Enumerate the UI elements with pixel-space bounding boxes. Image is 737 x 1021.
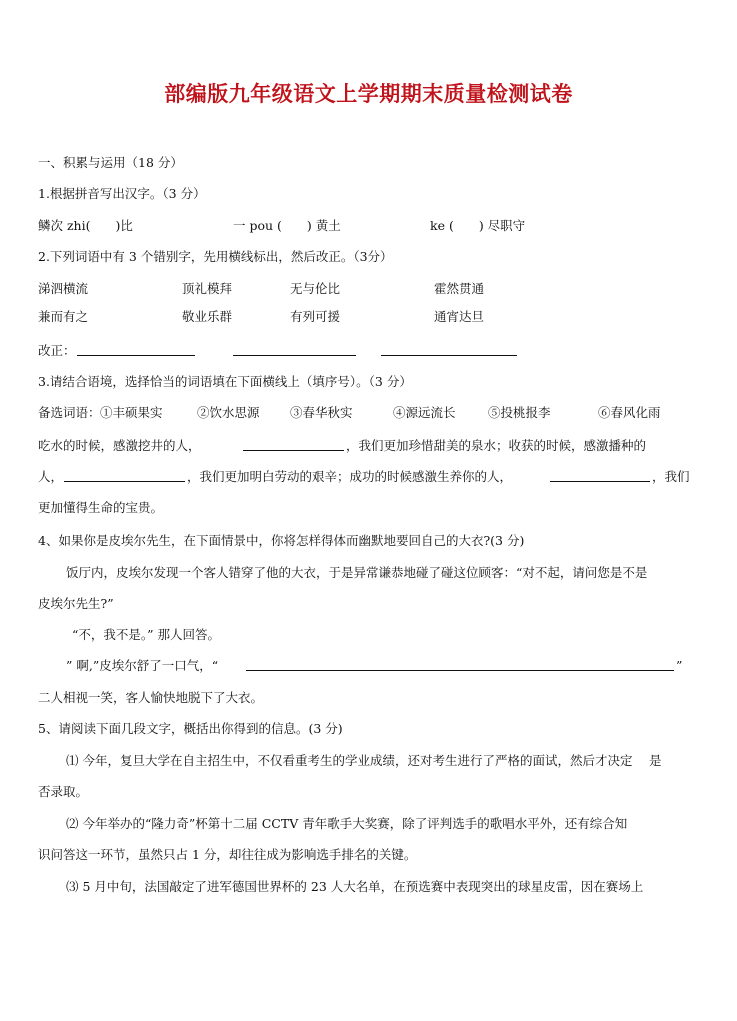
answer-blank[interactable] [246, 658, 674, 671]
q5-passage: 识问答这一环节，虽然只占 1 分，却往往成为影响选手排名的关键。 [38, 847, 417, 862]
q3-options-label: 备选词语： [38, 405, 101, 420]
q2-word: 兼而有之 [38, 309, 89, 324]
q3-text: ，我们 [652, 469, 690, 484]
q3-option: ⑥春风化雨 [598, 405, 661, 420]
q2-word: 顶礼模拜 [182, 281, 233, 296]
q4-passage: ” 啊,”皮埃尔舒了一口气，“ [66, 658, 219, 673]
q4-stem: 4、如果你是皮埃尔先生，在下面情景中，你将怎样得体而幽默地要回自己的大衣?(3 分) [38, 533, 525, 548]
q1-item-b: 一 pou ( ) 黄土 [233, 218, 341, 233]
page-title: 部编版九年级语文上学期期末质量检测试卷 [164, 81, 573, 106]
answer-blank[interactable] [77, 343, 195, 356]
q3-text: ，我们更加珍惜甜美的泉水；收获的时候，感激播种的 [346, 438, 647, 453]
q2-word: 有列可援 [290, 309, 341, 324]
q3-option: ③春华秋实 [290, 405, 353, 420]
q5-passage: ⑶ 5 月中旬，法国敲定了进军德国世界杯的 23 人大名单，在预选赛中表现突出的球星皮雷，因在赛场上 [66, 879, 644, 894]
q3-option: ⑤投桃报李 [488, 405, 551, 420]
answer-blank[interactable] [381, 343, 517, 356]
answer-blank[interactable] [233, 343, 356, 356]
q2-stem: 2.下列词语中有 3 个错别字，先用横线标出，然后改正。（3分） [38, 249, 393, 264]
section-heading: 一、积累与运用（18 分） [38, 155, 183, 170]
q4-passage: “不，我不是。” 那人回答。 [72, 627, 221, 642]
q2-fix-label: 改正： [38, 343, 76, 358]
answer-blank[interactable] [550, 469, 650, 482]
q3-option: ①丰硕果实 [100, 405, 163, 420]
q4-passage: 饭厅内，皮埃尔发现一个客人错穿了他的大衣，于是异常谦恭地碰了碰这位顾客：“对不起，请问您是不是 [66, 565, 648, 580]
q3-option: ④源远流长 [393, 405, 456, 420]
q4-passage: ” [676, 658, 683, 673]
q2-word: 敬业乐群 [182, 309, 233, 324]
q4-passage: 皮埃尔先生?” [38, 596, 114, 611]
answer-blank[interactable] [64, 469, 185, 482]
q1-item-c: ke ( ) 尽职守 [430, 218, 526, 233]
q3-option: ②饮水思源 [197, 405, 260, 420]
q2-word: 无与伦比 [290, 281, 341, 296]
q5-passage: ⑵ 今年举办的“隆力奇”杯第十二届 CCTV 青年歌手大奖赛，除了评判选手的歌唱水平外，还有综合知 [66, 816, 628, 831]
q4-passage: 二人相视一笑，客人愉快地脱下了大衣。 [38, 690, 264, 705]
q2-word: 霍然贯通 [434, 281, 485, 296]
q3-text: 更加懂得生命的宝贵。 [38, 500, 164, 515]
q3-stem: 3.请结合语境，选择恰当的词语填在下面横线上（填序号）。（3 分） [38, 374, 412, 389]
answer-blank[interactable] [243, 438, 344, 451]
q5-passage: ⑴ 今年，复旦大学在自主招生中，不仅看重考生的学业成绩，还对考生进行了严格的面试，然后才决定 是 [66, 753, 662, 768]
q2-word: 通宵达旦 [434, 309, 485, 324]
q1-item-a: 鳞次 zhi( )比 [38, 218, 133, 233]
q1-stem: 1.根据拼音写出汉字。（3 分） [38, 186, 206, 201]
q3-text: ，我们更加明白劳动的艰辛；成功的时候感激生养你的人， [187, 469, 513, 484]
q5-passage: 否录取。 [38, 784, 89, 799]
q3-text: 吃水的时候，感激挖井的人， [38, 438, 201, 453]
q5-stem: 5、请阅读下面几段文字，概括出你得到的信息。(3 分) [38, 721, 343, 736]
q2-word: 涕泗横流 [38, 281, 89, 296]
q3-text: 人， [38, 469, 64, 484]
